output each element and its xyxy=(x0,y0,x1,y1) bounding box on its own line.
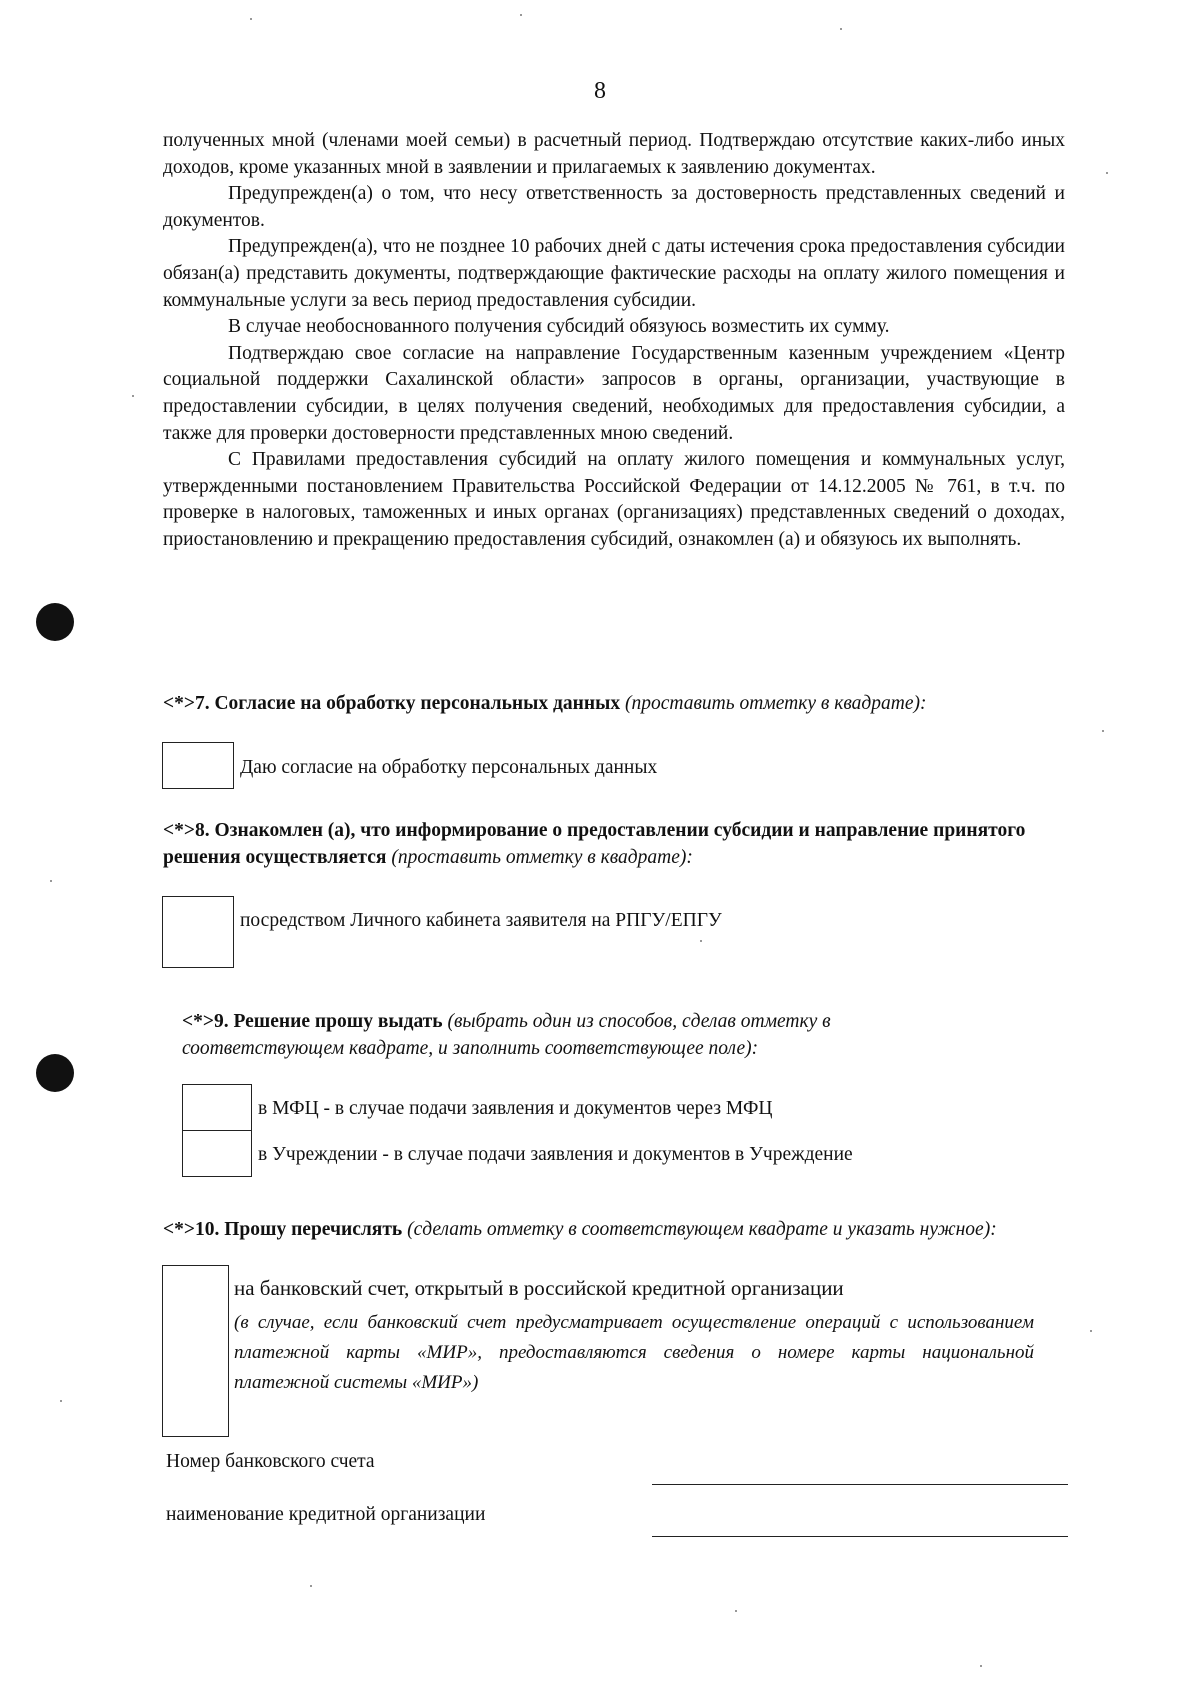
paragraph-rules: С Правилами предоставления субсидий на оплату жилого помещения и коммунальных услуг, утвержденными постановлением Правительства Российской Федерации от 14.12.2005 № 761, в т.ч. по проверке в налоговых, таможенных и иных органах (организациях) представленных сведений о доходах, приостановлению и прекращению предоставления субсидий, ознакомлен (а) и обязуюсь их выполнять. xyxy=(163,449,1065,550)
section9-heading xyxy=(182,1008,942,1062)
bank-name-field[interactable] xyxy=(652,1536,1068,1537)
paragraph-refund: В случае необоснованного получения субсидий обязуюсь возместить их сумму. xyxy=(228,316,890,338)
section10-hint: (сделать отметку в соответствующем квадрате и указать нужное): xyxy=(407,1219,997,1240)
scan-speck xyxy=(700,940,702,942)
paragraph-income: полученных мной (членами моей семьи) в расчетный период. Подтверждаю отсутствие каких-либо иных доходов, кроме указанных мной в заявлении и прилагаемых к заявлению документах. xyxy=(163,130,1065,178)
personal-data-consent-label: Даю согласие на обработку персональных данных xyxy=(240,757,658,778)
bank-account-note: (в случае, если банковский счет предусматривает осуществление операций с использованием платежной карты «МИР», предоставляются сведения о номере карты национальной платежной системы «МИР») xyxy=(234,1312,1034,1393)
scan-speck xyxy=(840,28,842,30)
punch-hole-bottom xyxy=(36,1054,74,1092)
notification-cabinet-checkbox[interactable] xyxy=(162,896,234,968)
scan-speck xyxy=(1090,1330,1092,1332)
paragraph-expense-documents: Предупрежден(а), что не позднее 10 рабочих дней с даты истечения срока предоставления субсидии обязан(а) представить документы, подтверждающие фактические расходы на оплату жилого помещения и коммунальные услуги за весь период предоставления субсидии. xyxy=(163,236,1065,311)
scan-speck xyxy=(60,1400,62,1402)
notification-cabinet-label: посредством Личного кабинета заявителя на РПГУ/ЕПГУ xyxy=(240,910,722,931)
section8-title: <*>8. Ознакомлен (а), что информирование о предоставлении субсидии и направление принятого решения осуществляется xyxy=(163,820,1026,868)
account-number-field[interactable] xyxy=(652,1484,1068,1485)
section9-hint: (выбрать один из способов, сделав отметку в соответствующем квадрате, и заполнить соответствующее поле): xyxy=(182,1011,831,1059)
decision-institution-label: в Учреждении - в случае подачи заявления и документов в Учреждение xyxy=(258,1144,853,1165)
scan-speck xyxy=(132,395,134,397)
scan-speck xyxy=(1106,172,1108,174)
scan-speck xyxy=(50,880,52,882)
punch-hole-top xyxy=(36,603,74,641)
bank-account-checkbox[interactable] xyxy=(162,1265,229,1437)
scan-speck xyxy=(1102,730,1104,732)
section7-title: <*>7. Согласие на обработку персональных данных xyxy=(163,693,621,714)
decision-mfc-checkbox[interactable] xyxy=(182,1084,252,1131)
decision-institution-checkbox[interactable] xyxy=(182,1130,252,1177)
personal-data-consent-checkbox[interactable] xyxy=(162,742,234,789)
section10-title: <*>10. Прошу перечислять xyxy=(163,1219,403,1240)
section10-heading xyxy=(163,1216,1063,1243)
paragraph-responsibility: Предупрежден(а) о том, что несу ответственность за достоверность представленных сведений и документов. xyxy=(163,183,1065,231)
section8-hint: (проставить отметку в квадрате): xyxy=(391,847,693,868)
scan-speck xyxy=(310,1585,312,1587)
section7-hint: (проставить отметку в квадрате): xyxy=(624,693,927,714)
scan-speck xyxy=(980,1665,982,1667)
paragraph-consent-requests: Подтверждаю свое согласие на направление Государственным казенным учреждением «Центр социальной поддержки Сахалинской области» запросов в органы, организации, участвующие в предоставлении субсидии, в целях получения сведений, необходимых для предоставления субсидии, а также для проверки достоверности представленных мною сведений. xyxy=(163,342,1065,444)
section9-title: <*>9. Решение прошу выдать xyxy=(182,1011,443,1032)
page-number: 8 xyxy=(594,78,606,104)
declarations-text xyxy=(163,128,1065,554)
bank-name-label: наименование кредитной организации xyxy=(166,1504,486,1525)
scan-speck xyxy=(520,14,522,16)
scan-speck xyxy=(250,18,252,20)
scan-speck xyxy=(735,1610,737,1612)
decision-mfc-label: в МФЦ - в случае подачи заявления и документов через МФЦ xyxy=(258,1098,773,1119)
bank-account-option-label: на банковский счет, открытый в российской кредитной организации xyxy=(234,1276,844,1300)
account-number-label: Номер банковского счета xyxy=(166,1451,375,1472)
section7-heading xyxy=(163,690,1083,717)
section8-heading xyxy=(163,817,1063,871)
